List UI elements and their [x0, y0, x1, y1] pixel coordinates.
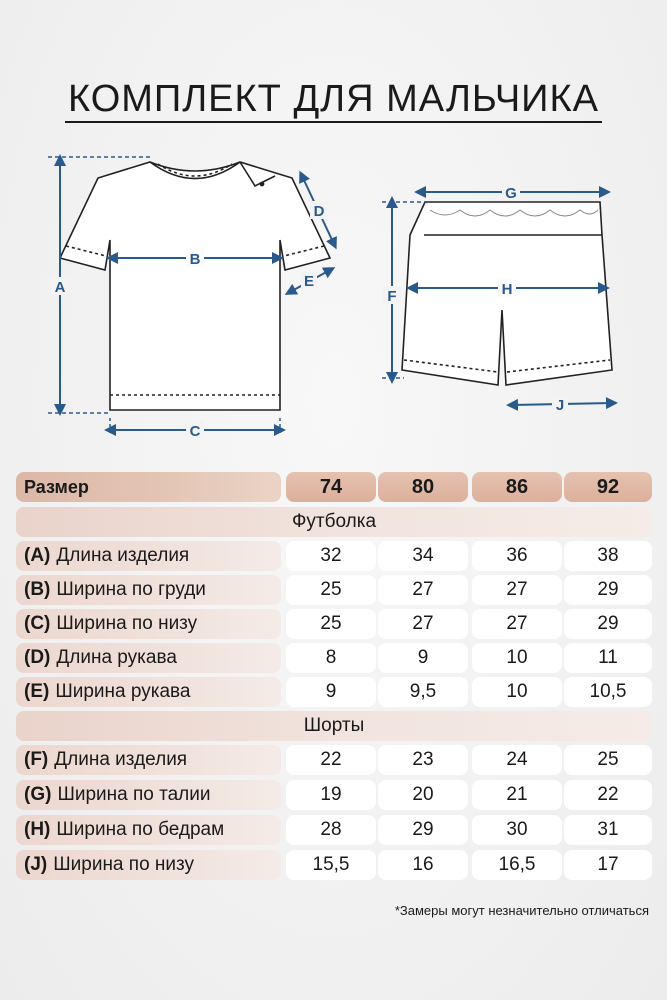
- value-cell: 28: [286, 815, 376, 845]
- row-label-text: Ширина по талии: [57, 784, 211, 805]
- label-g: G: [505, 185, 517, 202]
- row-code: (F): [24, 749, 49, 770]
- row-label: [16, 575, 281, 605]
- value-cell: 8: [286, 643, 376, 673]
- row-code: (H): [24, 819, 51, 840]
- value-cell: 29: [564, 609, 652, 639]
- label-e: E: [303, 273, 315, 290]
- label-b: B: [189, 251, 201, 268]
- table-header-row: [16, 472, 652, 502]
- row-label: [16, 677, 281, 707]
- title-underline: [65, 121, 602, 123]
- value-cell: 24: [472, 745, 562, 775]
- value-cell: 27: [378, 609, 468, 639]
- value-cell: 10: [472, 677, 562, 707]
- size-header-86: 86: [472, 472, 562, 502]
- row-label-text: Длина изделия: [54, 749, 188, 770]
- row-label-text: Длина изделия: [56, 545, 190, 566]
- value-cell: 20: [378, 780, 468, 810]
- value-cell: 16,5: [472, 850, 562, 880]
- size-header-92: 92: [564, 472, 652, 502]
- row-code: (C): [24, 613, 51, 634]
- value-cell: 34: [378, 541, 468, 571]
- value-cell: 22: [286, 745, 376, 775]
- table-row: [16, 541, 652, 571]
- section-title-tshirt: Футболка: [16, 507, 652, 537]
- label-j: J: [555, 397, 565, 414]
- table-row: [16, 575, 652, 605]
- value-cell: 36: [472, 541, 562, 571]
- row-label: [16, 780, 281, 810]
- value-cell: 21: [472, 780, 562, 810]
- value-cell: 11: [564, 643, 652, 673]
- value-cell: 32: [286, 541, 376, 571]
- table-row: [16, 815, 652, 845]
- row-label-text: Ширина по бедрам: [56, 819, 225, 840]
- row-label-text: Ширина по низу: [56, 613, 198, 634]
- row-label: [16, 541, 281, 571]
- row-label-text: Ширина по груди: [56, 579, 206, 600]
- label-c: C: [189, 423, 201, 440]
- row-label-text: Ширина по низу: [53, 854, 195, 875]
- garment-diagram: [0, 140, 667, 450]
- row-label: [16, 643, 281, 673]
- value-cell: 38: [564, 541, 652, 571]
- size-header-label: Размер: [16, 472, 281, 502]
- value-cell: 25: [286, 575, 376, 605]
- section-title-shorts: Шорты: [16, 711, 652, 741]
- row-label: [16, 745, 281, 775]
- value-cell: 31: [564, 815, 652, 845]
- value-cell: 15,5: [286, 850, 376, 880]
- value-cell: 23: [378, 745, 468, 775]
- value-cell: 25: [564, 745, 652, 775]
- row-code: (J): [24, 854, 48, 875]
- label-h: H: [501, 281, 513, 298]
- value-cell: 27: [378, 575, 468, 605]
- table-row: [16, 850, 652, 880]
- value-cell: 22: [564, 780, 652, 810]
- label-f: F: [387, 288, 397, 305]
- row-label: [16, 850, 281, 880]
- value-cell: 27: [472, 575, 562, 605]
- row-label: [16, 815, 281, 845]
- page-title: КОМПЛЕКТ ДЛЯ МАЛЬЧИКА: [68, 78, 599, 120]
- row-label-text: Длина рукава: [56, 647, 177, 668]
- value-cell: 9,5: [378, 677, 468, 707]
- value-cell: 29: [378, 815, 468, 845]
- table-row: [16, 643, 652, 673]
- value-cell: 9: [286, 677, 376, 707]
- value-cell: 19: [286, 780, 376, 810]
- tshirt-drawing: [60, 162, 330, 410]
- value-cell: 10,5: [564, 677, 652, 707]
- value-cell: 16: [378, 850, 468, 880]
- value-cell: 9: [378, 643, 468, 673]
- table-row: [16, 780, 652, 810]
- label-a: A: [54, 279, 66, 296]
- footnote: *Замеры могут незначительно отличаться: [394, 903, 649, 918]
- table-row: [16, 677, 652, 707]
- value-cell: 30: [472, 815, 562, 845]
- size-header-80: 80: [378, 472, 468, 502]
- value-cell: 17: [564, 850, 652, 880]
- row-code: (A): [24, 545, 51, 566]
- table-row: [16, 745, 652, 775]
- table-row: [16, 609, 652, 639]
- value-cell: 10: [472, 643, 562, 673]
- size-header-74: 74: [286, 472, 376, 502]
- label-d: D: [313, 203, 325, 220]
- row-label-text: Ширина рукава: [55, 681, 191, 702]
- value-cell: 29: [564, 575, 652, 605]
- row-code: (B): [24, 579, 51, 600]
- row-code: (G): [24, 784, 52, 805]
- row-code: (D): [24, 647, 51, 668]
- row-code: (E): [24, 681, 50, 702]
- value-cell: 27: [472, 609, 562, 639]
- row-label: [16, 609, 281, 639]
- value-cell: 25: [286, 609, 376, 639]
